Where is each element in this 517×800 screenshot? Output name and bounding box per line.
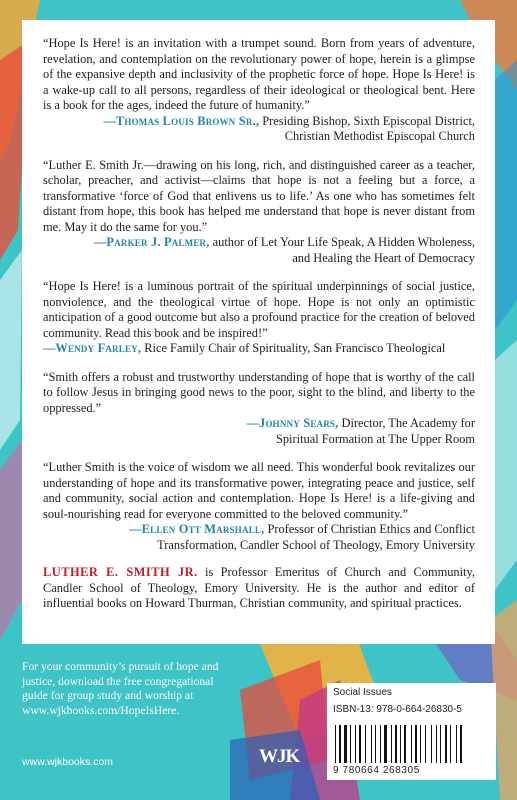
quote-text: “Hope Is Here! is a luminous portrait of the spiritual underpinnings of social justice, nonviolence, and the theological virtue of hope. Hope is not only an optimistic anticipation of a good outcome but also a profound practice for the creation of beloved community. Read this book and be inspired!” <box>43 279 475 340</box>
quote-text: “Hope Is Here! is an invitation with a trumpet sound. Born from years of adventure, revelation, and contemplation on the revolutionary power of hope, herein is a glimpse of the expansive depth and inclusivity of the prophetic force of hope. Hope Is Here! is a wake-up call to all persons, regardless of their ideological or theological bent. Here is a book for the ages, indeed the future of humanity.” <box>43 36 475 112</box>
barcode-bar <box>371 725 372 763</box>
quote-attribution <box>43 522 475 553</box>
barcode-bar <box>380 725 381 763</box>
endorser-title-line2: and Healing the Heart of Democracy <box>292 250 475 265</box>
barcode-bar <box>400 725 401 763</box>
publisher-logo: WJK <box>259 746 300 767</box>
author-bio-text: is Professor Emeritus of Church and Community, Candler School of Theology, Emory University. He is the author and editor of influential books on Howard Thurman, Christian community, and spiritual practices. <box>43 565 475 610</box>
barcode-bar <box>431 725 432 763</box>
endorser-name: Johnny Sears, <box>259 416 339 430</box>
endorser-title: Professor of Christian Ethics and Conflict <box>264 522 475 536</box>
quote-text: “Luther E. Smith Jr.—drawing on his long, rich, and distinguished career as a teacher, scholar, preacher, and activist—claims that hope is not a feeling but a force, a transformative ‘force of God that enlivens us to life.’ As one who has sometimes felt distant from hope, this book has helped me understand that hope is never distant from me. May it do the same for you.” <box>43 157 475 234</box>
barcode-bar <box>460 725 462 763</box>
barcode-box <box>327 683 496 780</box>
endorser-title: Rice Family Chair of Spirituality, San Francisco Theological <box>141 341 446 355</box>
quote-attribution <box>43 114 475 145</box>
quote-attribution <box>43 416 475 447</box>
barcode-bar <box>440 725 441 763</box>
barcode-bar <box>425 725 426 763</box>
endorsements-panel <box>22 20 495 644</box>
barcode-bar <box>384 725 387 763</box>
author-name: LUTHER E. SMITH JR. <box>43 565 198 579</box>
barcode-bar <box>375 725 376 763</box>
endorser-title-line2: Transformation, Candler School of Theology, Emory University <box>157 537 475 552</box>
promo-text: For your community’s pursuit of hope and justice, download the free congregational guide for group study and worship at www.wjkbooks.com/HopeIsHere. <box>22 660 219 717</box>
dash: — <box>129 522 142 536</box>
barcode-bar <box>436 725 437 763</box>
barcode-bar <box>445 725 447 763</box>
endorser-name: Parker J. Palmer, <box>106 235 210 249</box>
barcode-graphic <box>333 725 490 763</box>
barcode-digits: 9 780664 268305 <box>333 765 420 776</box>
quote-text: “Smith offers a robust and trustworthy understanding of hope that is worthy of the call to follow Jesus in bringing good news to the poor, sight to the blind, and liberty to the oppressed.” <box>43 369 475 415</box>
isbn-number: 978-0-664-26830-5 <box>376 704 462 715</box>
isbn-line <box>333 704 490 715</box>
barcode-bar <box>350 725 351 763</box>
endorser-name: Wendy Farley, <box>55 341 142 355</box>
barcode-bar <box>450 725 451 763</box>
barcode-bar <box>415 725 417 763</box>
barcode-bar <box>420 725 421 763</box>
barcode-bar <box>359 725 361 763</box>
endorser-title-line2: Christian Methodist Episcopal Church <box>284 129 475 143</box>
endorser-title: Director, The Academy for <box>338 416 475 430</box>
endorser-title-line2: Spiritual Formation at The Upper Room <box>275 431 475 446</box>
barcode-bar <box>456 725 457 763</box>
barcode-bar <box>391 725 392 763</box>
dash: — <box>43 341 56 355</box>
barcode-bar <box>339 725 341 763</box>
endorser-name: Thomas Louis Brown Sr., <box>115 113 260 128</box>
endorser-name: Ellen Ott Marshall, <box>141 522 265 536</box>
endorser-title: author of Let Your Life Speak, A Hidden Wholeness, <box>209 235 475 249</box>
dash: — <box>246 416 260 430</box>
quote-attribution <box>43 341 475 357</box>
website-link[interactable]: www.wjkbooks.com <box>22 756 114 768</box>
endorser-title: Presiding Bishop, Sixth Episcopal District, <box>259 113 475 128</box>
dash: — <box>103 113 116 128</box>
barcode-bar <box>395 725 397 763</box>
author-bio <box>43 565 475 612</box>
barcode-bar <box>411 725 412 763</box>
barcode-bar <box>335 725 336 763</box>
quote-text: “Luther Smith is the voice of wisdom we all need. This wonderful book revitalizes our understanding of hope and its transformative power, integrating peace and justice, self and community, social action and contemplation. Hope Is Here! is a life-giving and soul-nourishing read for everyone committed to the beloved community.” <box>43 460 475 521</box>
barcode-bar <box>355 725 356 763</box>
quote-attribution <box>43 235 475 266</box>
dash: — <box>94 235 107 249</box>
barcode-bar <box>404 725 406 763</box>
barcode-bar <box>365 725 366 763</box>
isbn-label: ISBN-13: <box>333 704 374 715</box>
category-label: Social Issues <box>333 687 392 698</box>
barcode-bar <box>344 725 347 763</box>
